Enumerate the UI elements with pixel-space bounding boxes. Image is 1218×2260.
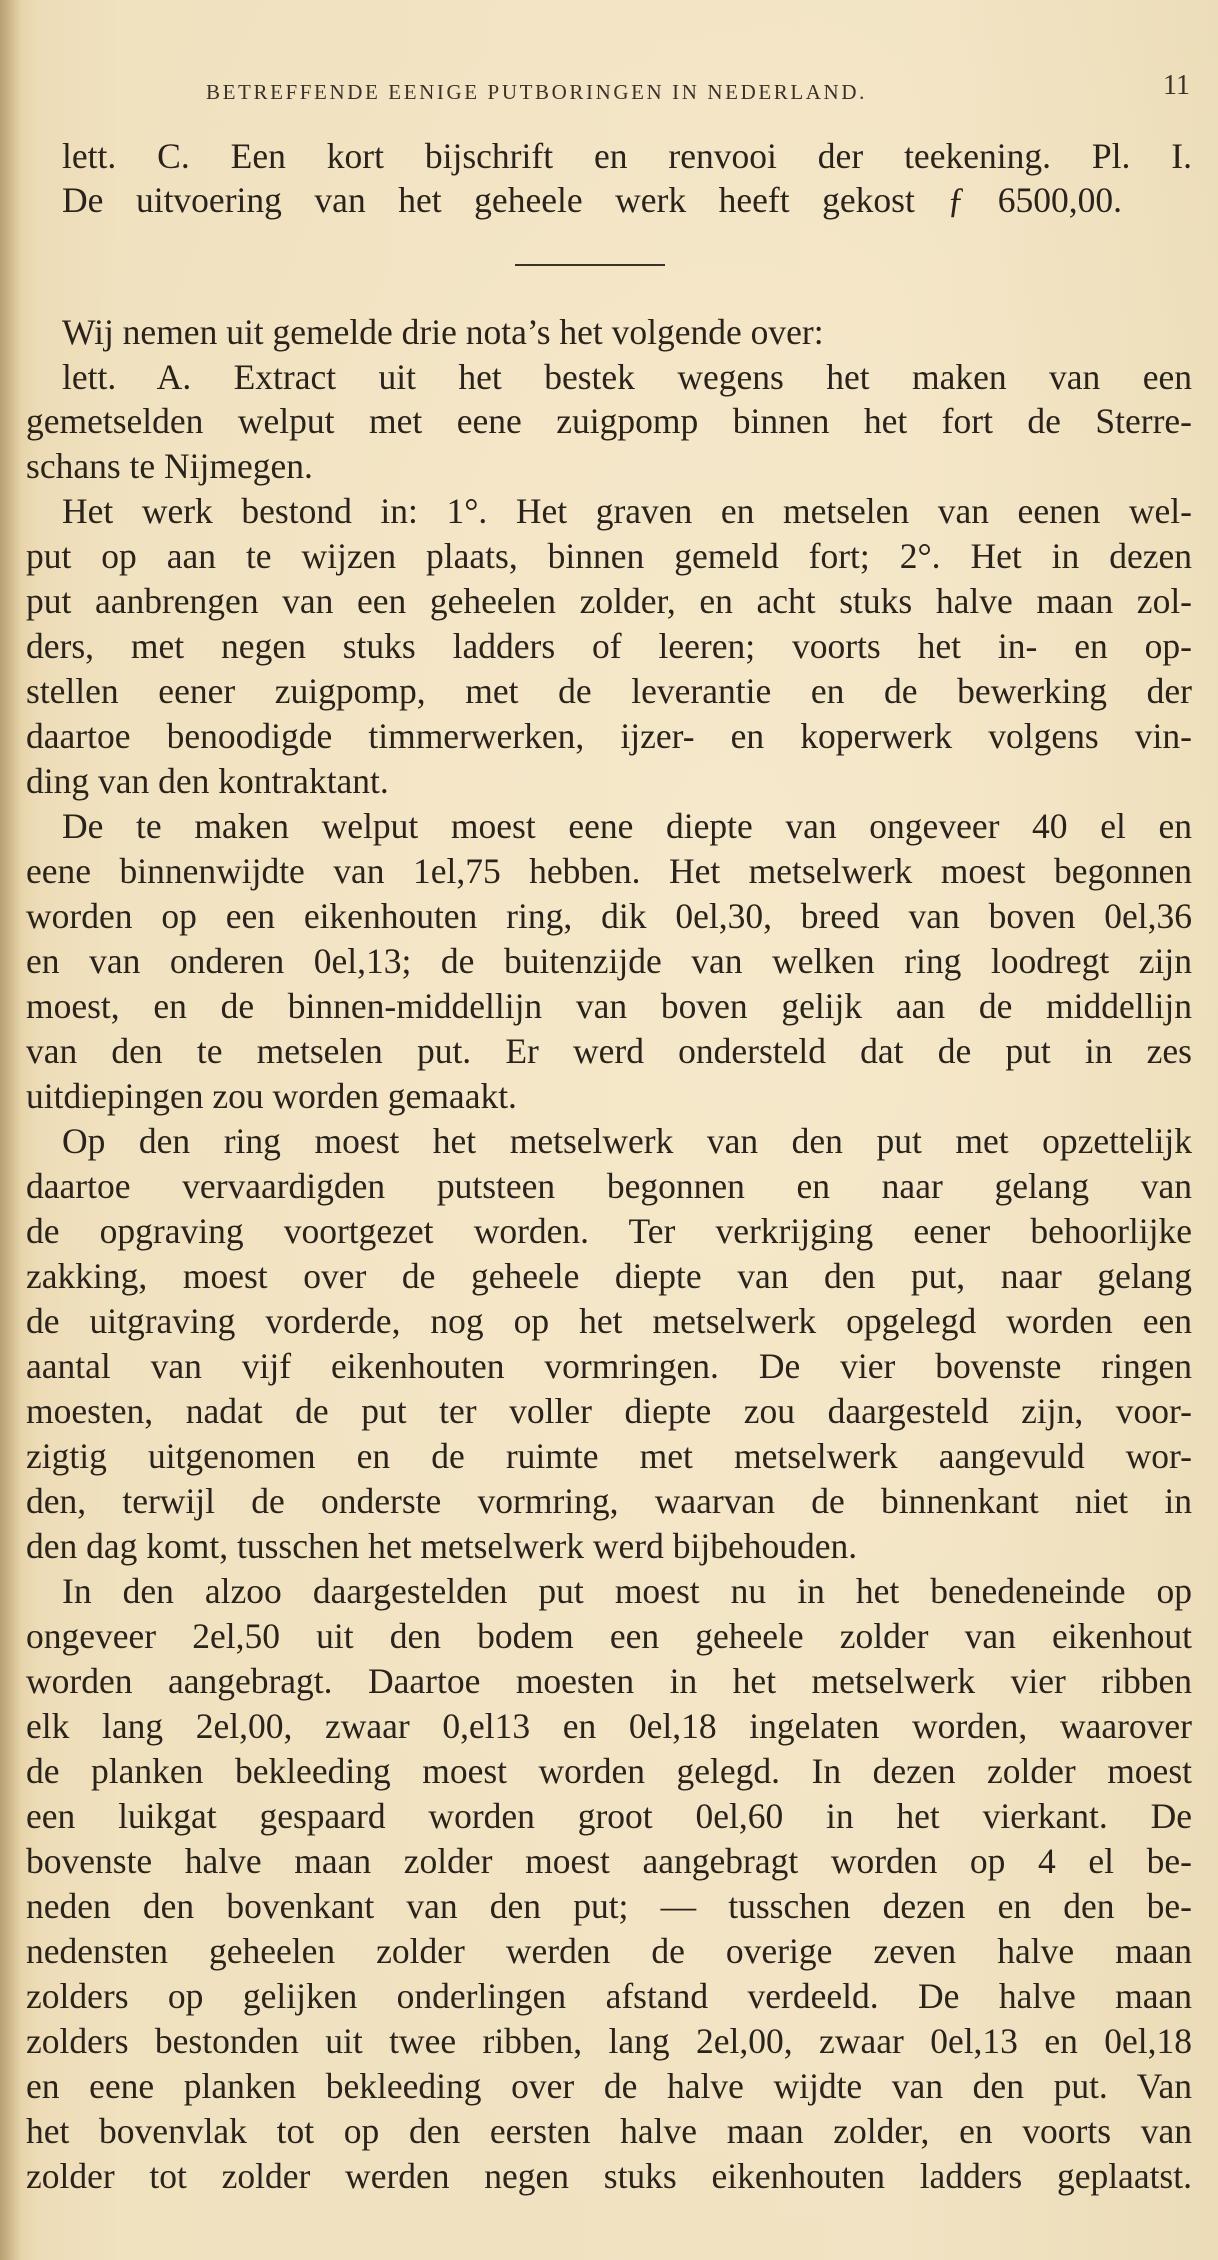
text-line: eene binnenwijdte van 1el,75 hebben. Het metselwerk moest begonnen	[26, 851, 1192, 891]
running-header: BETREFFENDE EENIGE PUTBORINGEN IN NEDERLAND.	[206, 80, 867, 104]
text-line: ding van den kontraktant.	[26, 761, 389, 801]
text-line: zolders bestonden uit twee ribben, lang 2el,00, zwaar 0el,13 en 0el,18	[26, 2021, 1192, 2061]
text-line: gemetselden welput met eene zuigpomp binnen het fort de Sterre-	[26, 401, 1192, 441]
text-line: en van onderen 0el,13; de buitenzijde van welken ring loodregt zijn	[26, 941, 1192, 981]
text-line: zolder tot zolder werden negen stuks eikenhouten ladders geplaatst.	[26, 2156, 1192, 2196]
text-line: worden op een eikenhouten ring, dik 0el,30, breed van boven 0el,36	[26, 896, 1192, 936]
text-line: elk lang 2el,00, zwaar 0,el13 en 0el,18 ingelaten worden, waarover	[26, 1706, 1192, 1746]
text-line: zakking, moest over de geheele diepte van den put, naar gelang	[26, 1256, 1192, 1296]
text-line: worden aangebragt. Daartoe moesten in het metselwerk vier ribben	[26, 1661, 1192, 1701]
text-line: de uitgraving vorderde, nog op het metselwerk opgelegd worden een	[26, 1301, 1192, 1341]
text-line: De uitvoering van het geheele werk heeft gekost ƒ 6500,00.	[62, 180, 1122, 220]
text-line: neden den bovenkant van den put; — tusschen dezen en den be-	[26, 1886, 1192, 1926]
text-line: moest, en de binnen-middellijn van boven gelijk aan de middellijn	[26, 986, 1192, 1026]
text-line: lett. A. Extract uit het bestek wegens het maken van een	[62, 357, 1192, 397]
text-line: aantal van vijf eikenhouten vormringen. De vier bovenste ringen	[26, 1346, 1192, 1386]
text-line: De te maken welput moest eene diepte van ongeveer 40 el en	[62, 806, 1192, 846]
text-line: nedensten geheelen zolder werden de overige zeven halve maan	[26, 1931, 1192, 1971]
text-line: den, terwijl de onderste vormring, waarvan de binnenkant niet in	[26, 1481, 1192, 1521]
page-number: 11	[1163, 70, 1190, 101]
text-line: den dag komt, tusschen het metselwerk werd bijbehouden.	[26, 1526, 858, 1566]
text-line: een luikgat gespaard worden groot 0el,60 in het vierkant. De	[26, 1796, 1192, 1836]
text-line: van den te metselen put. Er werd ondersteld dat de put in zes	[26, 1031, 1192, 1071]
text-line: bovenste halve maan zolder moest aangebragt worden op 4 el be-	[26, 1841, 1192, 1881]
text-line: schans te Nijmegen.	[26, 446, 313, 486]
text-line: Het werk bestond in: 1°. Het graven en metselen van eenen wel-	[62, 491, 1192, 531]
text-line: zolders op gelijken onderlingen afstand verdeeld. De halve maan	[26, 1976, 1192, 2016]
text-line: de opgraving voortgezet worden. Ter verkrijging eener behoorlijke	[26, 1211, 1192, 1251]
text-line: In den alzoo daargestelden put moest nu in het benedeneinde op	[62, 1571, 1192, 1611]
text-line: stellen eener zuigpomp, met de leverantie en de bewerking der	[26, 671, 1192, 711]
page-edge-shadow	[0, 0, 22, 2260]
text-line: moesten, nadat de put ter voller diepte zou daargesteld zijn, voor-	[26, 1391, 1192, 1431]
text-line: lett. C. Een kort bijschrift en renvooi der teekening. Pl. I.	[62, 136, 1192, 176]
text-line: uitdiepingen zou worden gemaakt.	[26, 1076, 517, 1116]
text-line: put op aan te wijzen plaats, binnen gemeld fort; 2°. Het in dezen	[26, 536, 1192, 576]
text-line: put aanbrengen van een geheelen zolder, en acht stuks halve maan zol-	[26, 581, 1192, 621]
text-line: daartoe benoodigde timmerwerken, ijzer- en koperwerk volgens vin-	[26, 716, 1192, 756]
text-line: het bovenvlak tot op den eersten halve maan zolder, en voorts van	[26, 2111, 1192, 2151]
section-divider	[515, 264, 665, 266]
text-line: Wij nemen uit gemelde drie nota’s het volgende over:	[62, 312, 824, 352]
text-line: de planken bekleeding moest worden gelegd. In dezen zolder moest	[26, 1751, 1192, 1791]
text-line: ongeveer 2el,50 uit den bodem een geheele zolder van eikenhout	[26, 1616, 1192, 1656]
text-line: en eene planken bekleeding over de halve wijdte van den put. Van	[26, 2066, 1192, 2106]
text-line: Op den ring moest het metselwerk van den put met opzettelijk	[62, 1121, 1192, 1161]
text-line: daartoe vervaardigden putsteen begonnen en naar gelang van	[26, 1166, 1192, 1206]
text-line: ders, met negen stuks ladders of leeren; voorts het in- en op-	[26, 626, 1192, 666]
text-line: zigtig uitgenomen en de ruimte met metselwerk aangevuld wor-	[26, 1436, 1192, 1476]
